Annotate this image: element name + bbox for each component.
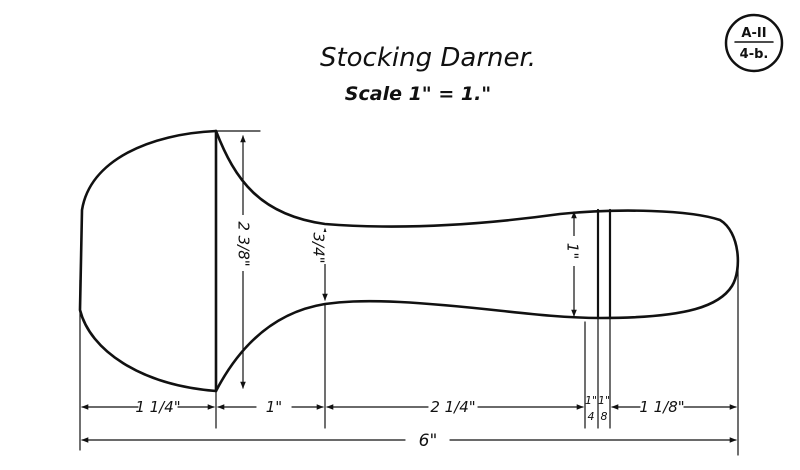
- total-width-label: 6": [418, 431, 438, 451]
- end-width-label: 1 1/8": [639, 398, 685, 416]
- drawing-title: Stocking Darner.: [319, 43, 537, 73]
- head-height-label: 2 3/8": [234, 221, 253, 267]
- sheet-badge: [726, 15, 782, 71]
- handle-height-label: 1": [563, 242, 582, 260]
- neck-width-label: 2 1/4": [430, 398, 476, 416]
- badge-top: A-II: [741, 26, 767, 41]
- ring1-width-den: 4: [587, 410, 595, 423]
- head-width-label: 1 1/4": [135, 398, 181, 416]
- ring1-width-num: 1": [584, 394, 598, 407]
- neck-height-label: 3/4": [309, 232, 328, 264]
- darner-neck-handle: [216, 131, 738, 391]
- ring2-width-den: 8: [600, 410, 608, 423]
- ring2-width-num: 1": [597, 394, 611, 407]
- darner-outline: [80, 131, 216, 391]
- scale-note: Scale 1" = 1.": [344, 83, 492, 105]
- flare-width-label: 1": [265, 398, 283, 416]
- badge-bottom: 4-b.: [739, 47, 769, 62]
